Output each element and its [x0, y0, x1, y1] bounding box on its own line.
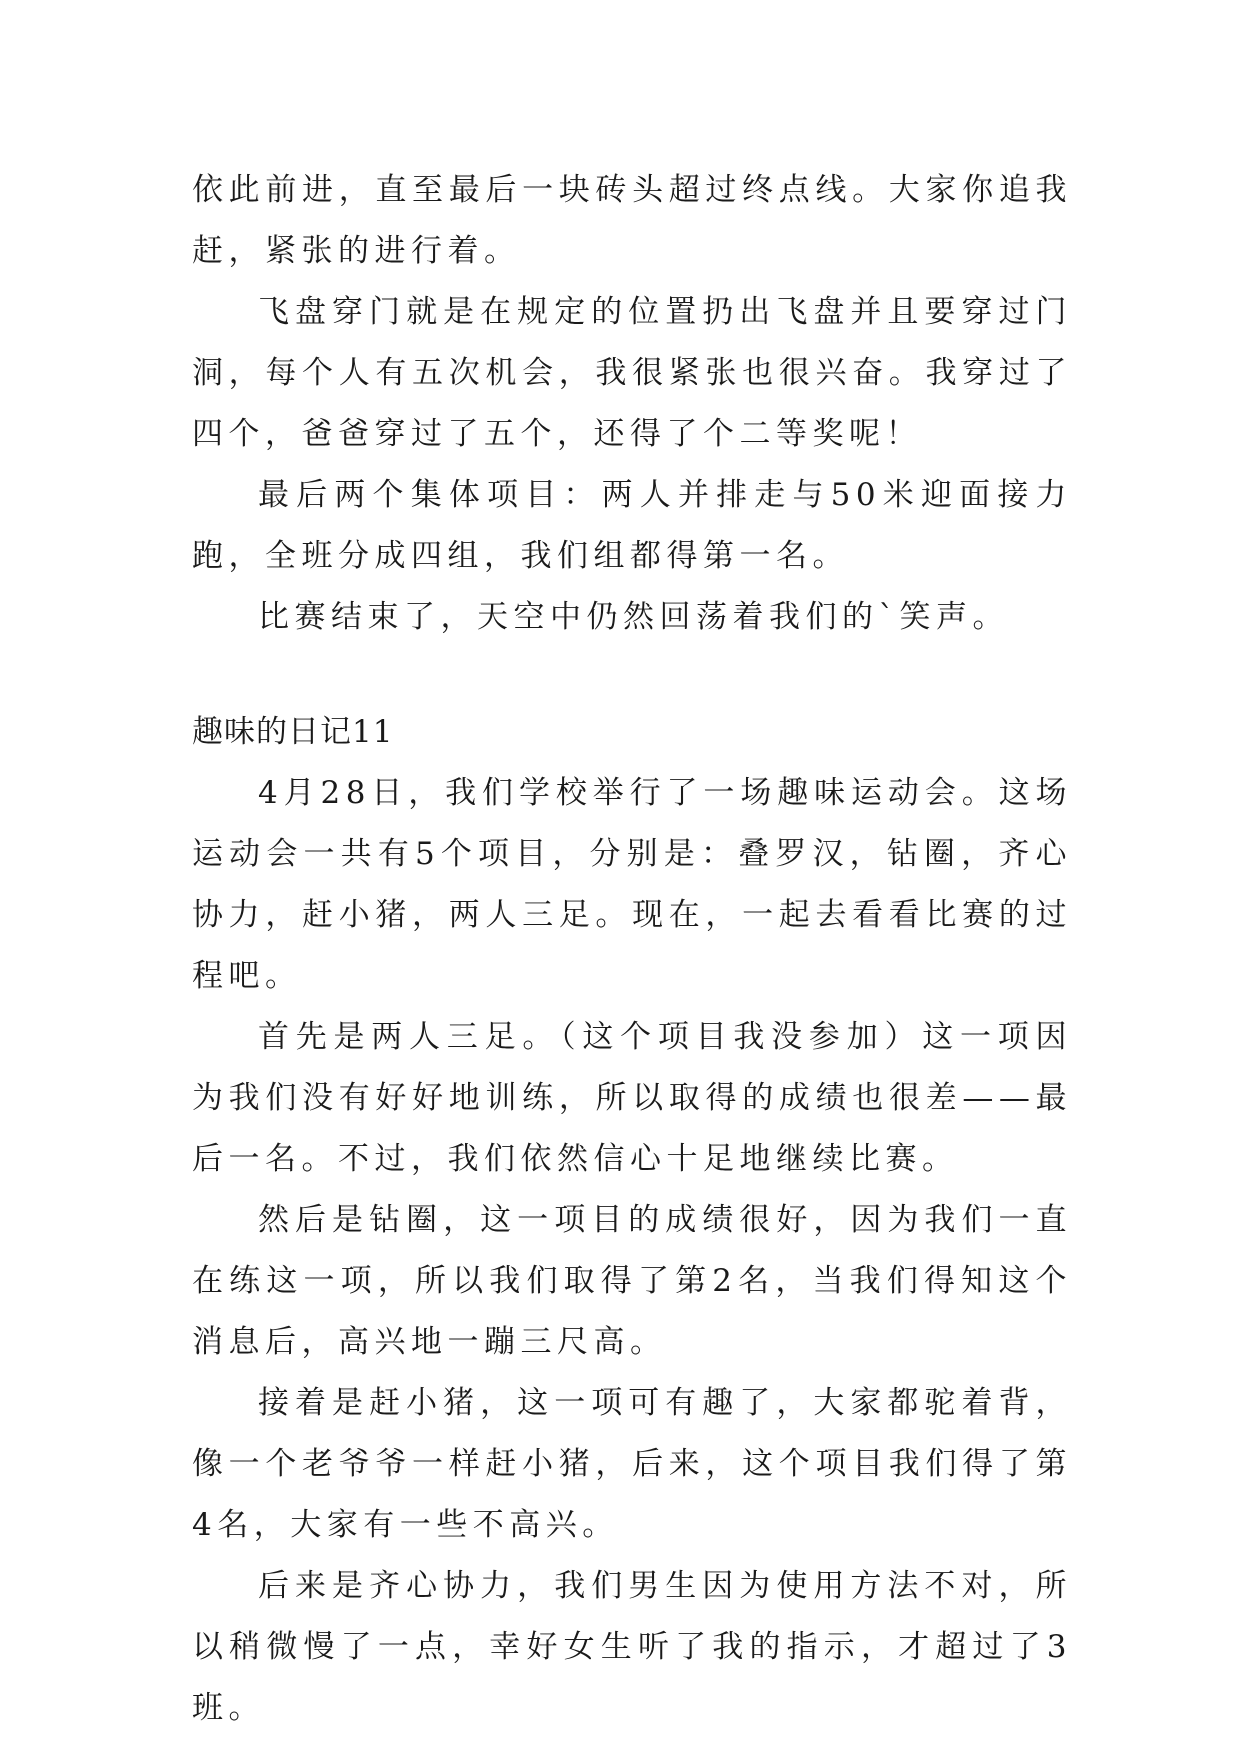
paragraph-frisbee: 飞盘穿门就是在规定的位置扔出飞盘并且要穿过门洞，每个人有五次机会，我很紧张也很兴奋。我穿过了四个，爸爸穿过了五个，还得了个二等奖呢！ — [192, 294, 1072, 452]
paragraph-group-events: 最后两个集体项目：两人并排走与50米迎面接力跑，全班分成四组，我们组都得第一名。 — [192, 477, 1072, 574]
paragraph-three-legged: 首先是两人三足。（这个项目我没参加）这一项因为我们没有好好地训练，所以取得的成绩也很差——最后一名。不过，我们依然信心十足地继续比赛。 — [192, 1019, 1072, 1177]
document-page — [192, 160, 1072, 1739]
paragraph-ending: 比赛结束了，天空中仍然回荡着我们的`笑声。 — [258, 599, 1009, 635]
paragraph-continued: 依此前进，直至最后一块砖头超过终点线。大家你追我赶，紧张的进行着。 — [192, 172, 1072, 269]
diary-title: 趣味的日记11 — [192, 714, 394, 750]
section-spacer — [192, 648, 1072, 702]
paragraph-piglet: 接着是赶小猪，这一项可有趣了，大家都驼着背，像一个老爷爷一样赶小猪，后来，这个项目我们得了第4名，大家有一些不高兴。 — [192, 1385, 1072, 1543]
paragraph-intro: 4月28日，我们学校举行了一场趣味运动会。这场运动会一共有5个项目，分别是：叠罗汉，钻圈，齐心协力，赶小猪，两人三足。现在，一起去看看比赛的过程吧。 — [192, 775, 1072, 994]
paragraph-hoop: 然后是钻圈，这一项目的成绩很好，因为我们一直在练这一项，所以我们取得了第2名，当我们得知这个消息后，高兴地一蹦三尺高。 — [192, 1202, 1072, 1360]
paragraph-teamwork: 后来是齐心协力，我们男生因为使用方法不对，所以稍微慢了一点，幸好女生听了我的指示，才超过了3班。 — [192, 1568, 1072, 1726]
